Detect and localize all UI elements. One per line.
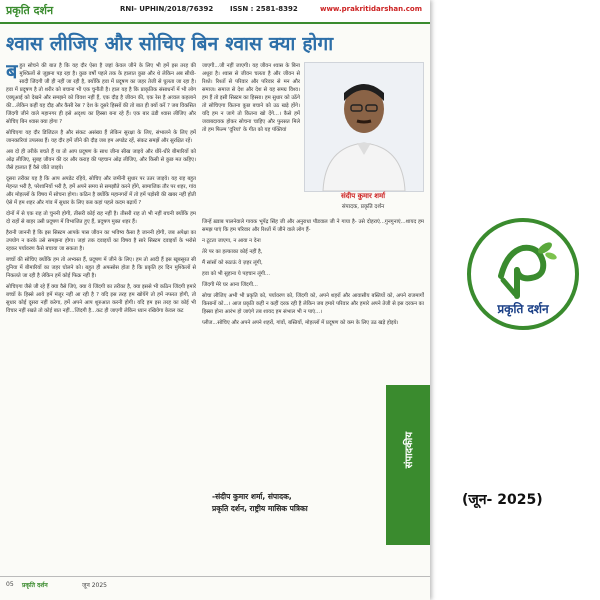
col2-paragraph: न टूटता जाएगा, न आया न देना (202, 238, 261, 244)
col1-paragraph: बच्चों की सोचिए क्योंकि हम तो अभ्यस्त हैं, प्रदूषण में जीने के लिए। हम तो आदी हैं इस खूबसूरत सी दुनिया में बीमारियों का जहर घोलने को। बहुत ही अफसोस होता है कि प्रकृति हर दिन मुश्किलों से निकलते जा रही है लेकिन हमें कोई फिक्र नहीं है। (6, 257, 196, 279)
signature-line-2: प्रकृति दर्शन, राष्ट्रीय मासिक पत्रिका (212, 504, 308, 513)
col1-paragraph: दोनों में से एक राह तो चुननी होगी, तीसरी कोई राह नहीं है। तीसरी राह तो भी नहीं बचनी क्योंकि हम दो राहों से बाहर उसी प्रदूषण में विभाजित हुए हैं, प्रदूषण मुक्त शहर हैं। (6, 211, 196, 225)
col1-paragraph: दूसरा तरीका यह है कि आप अपडेट रहिये, सोचिए और जमीनी सुधार पर उतर जाइये। यह राह बहुत मेहनत भरी है, परेशानियों भरी है, हमें अपने समय से समझौते करने होंगे, सामाजिक तौर पर शहर, गांव और मोहल्लों के विषय में सोचना होगा। कठिन है क्योंकि महानगरों में तो हमें पड़ोसी की खबर नहीं होती ऐसे में हम शहर और गांव में सुधार के लिए कब कहां पहले कदम बढ़ायें ? (6, 176, 196, 206)
footer-issue: जून 2025 (82, 582, 107, 589)
footer-magazine-name: प्रकृति दर्शन (22, 582, 48, 589)
editorial-sidebar (386, 385, 430, 545)
footer-page-number: 05 (6, 581, 14, 588)
col2-paragraph: जिंदगी मेरे घर आना जिंदगी... (202, 282, 258, 288)
masthead (0, 0, 430, 24)
col1-paragraph: हुत सोचने की बात है कि यह दौर ऐसा है जहां केवल जीने के लिए भी हमें इस तरह की मुश्किलों से जूझना पड़ रहा है। कुछ वर्षों पहले तक के हालात कुछ और थे लेकिन अब सीधी-सादी जिंदगी जी ही नहीं जा रही है, क्योंकि हवा में प्रदूषण का जहर तेजी से घुलता जा रहा है। हवा में प्रदूषण है तो शरीर को बचाना भी एक चुनौती है। हाल यह है कि प्राकृतिक संसाधनों में भी लोग एक्यूआई को देखने और समझने को विवश नहीं हैं, एक दौड़ है जीवन की, एक रेस है अव्वल कहलाने की...लेकिन कहीं यह दौड़ और कैसी रेस ? देश के दूसरे हिस्सों की तो बात ही क्यों करें ? जब विकसित जिंदगी जीने वाले महानगर ही इसे अदृश्य का हिस्सा बना रहे हैं। एक बार ठंडी श्वास लीजिए और सोचिए बिन श्वास क्या होगा ? (6, 63, 196, 125)
logo-text: प्रकृति दर्शन (497, 302, 549, 316)
signature-line-1: -संदीप कुमार शर्मा, संपादक, (212, 492, 292, 501)
col2top-paragraph: जाएगी...जी नहीं जाएगी। यह जीवन श्वास के बिना अधूरा है। श्वास से जीवन चलता है और जीवन से रिश्ते। रिश्तों से परिवार और परिवार से मन और समाज। समाज से देश और देश से यह समग्र विश्व। हम हैं तो इसी सिस्टम का हिस्सा। हम सुधार को उठेंगे तो सोचिएगा कितना कुछ बचाने को उठ खड़े होंगे। यदि हम न जागे तो कितना खो देंगे...। कैसे हमें जवाबदायक होकर सोचना चाहिए और फुरसत मिले तो हम फिल्म 'दूरियां' के गीत को यह पंक्तियां (202, 63, 300, 133)
editor-name: संदीप कुमार शर्मा (340, 192, 386, 200)
issn-number: ISSN : 2581-8392 (230, 5, 298, 13)
brand-logo (467, 218, 579, 330)
col2-paragraph: प्लीज...सोचिए और अपने अपने शहरों, गांवों, बस्तियों, मोहल्लों में प्रदूषण को कम के लिए उठ खड़े होइये। (202, 320, 399, 326)
article-column-1 (6, 62, 196, 567)
article-headline: श्वास लीजिए और सोचिए बिन श्वास क्या होगा (6, 33, 334, 55)
col1-paragraph: हैरानी जाननी है कि इस सिस्टम आपके पास जीवन का भविष्य कैसा है जाननी होगी, जब अपेक्षा का उपयोग न करके उसे समझना होगा। जहां तक दवाइयों का विषय है सारे सिस्टम दवाइयों के भरोसे रहकर पर्यावरण कैसे बचाया जा सकता है। (6, 230, 196, 252)
prakriti-darshan-logo-icon (467, 218, 579, 330)
editor-photo (304, 62, 424, 192)
col1-paragraph: सोचिएगा जैसे जी रहे हैं क्या वैसे जिएं, क्या ये जिंदगी का तरीका है, क्या इससे भी कठिन जिंदगी हमारे बच्चों के हिस्से आये हमें मंजूर नहीं आ रही है ? यदि इस तरह हम खोयेंगे तो हमें नफरत होगी, तो सुधार कोई दूसरा नहीं करेगा, हमें अपने आप शुरुआत करनी होगी। यदि हम इस तरह का कोई भी विचार नहीं रखते तो कोई बात नहीं...जिंदगी है...कट ही जाएगी लेकिन ध्यान रखियेगा केवल कट (6, 284, 196, 314)
drop-cap: ब (6, 62, 18, 83)
page-footer (0, 576, 430, 593)
col2-paragraph: सोचा लीजिए अभी भी प्रकृति को, पर्यावरण को, जिंदगी को, अपने शहरों और आवासीय बस्तियों को, अपने राजमार्गों किसानों को...। आज प्रकृति कहीं न कहीं दरक रही है लेकिन जब हमारे परिवार और हमारे अपने तेजी से इस दरकन का हिस्सा होना आरंभ हो जाएंगे तब शायद हम संभाल भी न पाएं...। (202, 293, 424, 315)
editor-role: संपादक, प्रकृति दर्शन (341, 204, 385, 210)
editorial-label: संपादकीय (404, 431, 415, 469)
issue-date-label: (जून- 2025) (462, 492, 543, 508)
editor-portrait-icon (305, 63, 423, 191)
col2-paragraph: तेरे पर का हल्काका कोई नहीं है, (202, 249, 263, 255)
col1-paragraph: सोचिएगा यह दौर डिजिटल है और संकट असंख्य हैं लेकिन सुरक्षा के लिए, संभालने के लिए हमें जानकारियां उपलब्ध हैं। यह दौर हमें जीने की दौड़ जब हम अपडेट रहें, संकट समझें और सुरक्षित रहें। (6, 130, 196, 144)
col2-paragraph: मैं सांसों को रुठाऊं वे ज़हर लूंगी, (202, 260, 263, 266)
col1-paragraph: अब दो ही तरीके बचते हैं या तो आप प्रदूषण के साथ जीना सीख जाइये और धीरे-धीरे बीमारियों को ओढ़ लीजिए, सुबह जीवन की दर और कराह की पहचान ओढ़ लीजिए, और किसी से कुछ मत कहिए। जैसे हालात हैं वैसे जीते जाइये। (6, 149, 196, 171)
masthead-logo: प्रकृति दर्शन (6, 4, 54, 17)
col2-paragraph: हवा को भी सुहाना ये पहचान लूंगी... (202, 271, 270, 277)
website-url: www.prakritidarshan.com (320, 5, 423, 13)
col2-paragraph: जिन्हें ख़्वाब पालनेवाले गायक भूपेंद्र सिंह जी और अनुराधा पौडवाल जी ने गाया है- उसे दोहराएं...गुनगुनाएं...शायद हम समझ पाएं कि हम परिवार और रिश्तों में जीने वाले लोग हैं- (202, 219, 424, 233)
article-column-2-top (202, 62, 300, 217)
rni-number: RNI- UPHIN/2018/76392 (120, 5, 214, 13)
